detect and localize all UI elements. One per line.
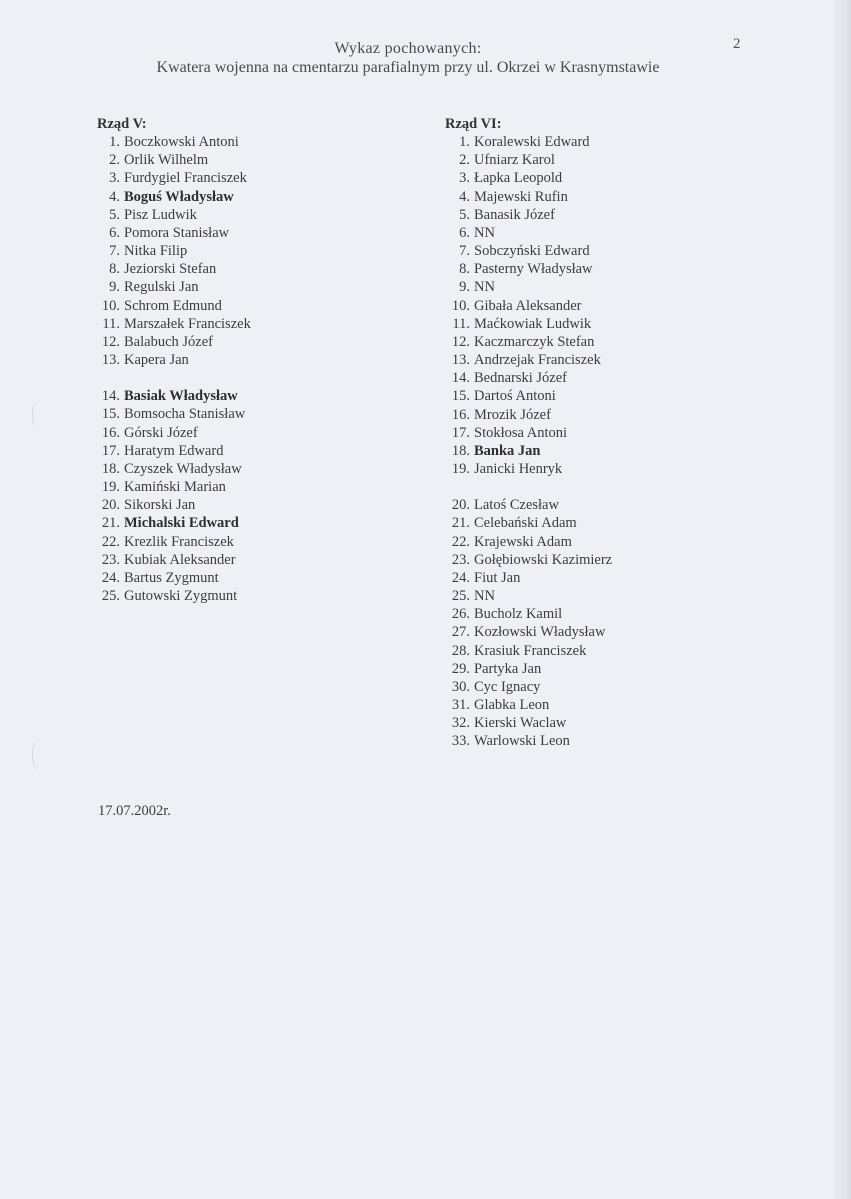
list-item [445,442,612,460]
list-item-name: Kamiński Marian [124,479,226,496]
list-item [445,424,612,442]
list-item-name: Bednarski Józef [474,370,568,387]
list-item-name: Czyszek Władysław [124,460,242,477]
list-item-name: Banka Jan [474,442,541,459]
list-item-name: Michalski Edward [124,515,239,532]
list-item-number: 19. [101,479,120,496]
list-item-name: Górski Józef [124,424,198,441]
list-item-name: Bucholz Kamil [474,606,563,623]
row-v-heading: Rząd V: [97,116,147,132]
list-item-name: Bomsocha Stanisław [124,406,246,423]
list-item-number: 13. [101,352,120,369]
list-item-number: 25. [451,588,470,605]
list-item-number: 29. [451,660,470,677]
list-item-number: 8. [459,261,470,278]
list-item-number: 7. [109,243,120,260]
page-number: 2 [733,36,741,52]
list-item [97,188,251,206]
list-item-number: 23. [101,551,120,568]
list-item-name: Fiut Jan [474,569,521,586]
list-item [97,587,251,605]
list-item [445,206,612,224]
list-item-number: 27. [451,624,470,641]
list-item-name: Koralewski Edward [474,134,590,151]
list-item-name: Glabka Leon [474,696,550,713]
list-item-name: Dartoś Antoni [474,388,556,405]
list-item-name: Basiak Władysław [124,388,238,405]
list-item [97,224,251,242]
list-item-number: 1. [459,134,470,151]
list-item-number: 23. [451,551,470,568]
list-item-number: 16. [101,424,120,441]
list-item-number: 22. [451,533,470,550]
list-item-number: 17. [451,424,470,441]
list-item-number: 2. [459,152,470,169]
list-item-number: 26. [451,606,470,623]
list-item [445,260,612,278]
list-item-name: Krajewski Adam [474,533,572,550]
list-item [97,478,251,496]
list-item-number: 5. [459,206,470,223]
list-item-name: Orlik Wilhelm [124,152,209,169]
list-item [445,533,612,551]
list-item-number: 9. [459,279,470,296]
list-item-number: 6. [109,224,120,241]
list-item-number: 5. [109,206,120,223]
list-item-name: Mrozik Józef [474,406,551,423]
list-item-number: 15. [451,388,470,405]
list-item-number: 16. [451,406,470,423]
list-item-name: Pasterny Władysław [474,261,593,278]
list-item-number: 11. [452,315,470,332]
list-item-name: Kapera Jan [124,352,189,369]
list-item-name: Kierski Waclaw [474,715,567,732]
list-item-number: 10. [101,297,120,314]
list-item-name: Kubiak Aleksander [124,551,236,568]
list-item-name: Partyka Jan [474,660,542,677]
punch-hole-mark [32,740,45,770]
list-item [445,242,612,260]
list-item-name: Boguś Władysław [124,188,234,205]
list-item-number: 31. [451,696,470,713]
list-item-name: Janicki Henryk [474,460,563,477]
list-item [97,387,251,405]
list-item [97,569,251,587]
list-item-name: Jeziorski Stefan [124,261,217,278]
list-item-name: Pisz Ludwik [124,206,197,223]
list-item-number: 11. [102,315,120,332]
list-item [445,315,612,333]
page-edge-shadow [835,0,851,1199]
list-item-number: 24. [101,569,120,586]
list-item [97,206,251,224]
list-item-number: 7. [459,243,470,260]
row-v-column [97,115,251,605]
list-item [445,351,612,369]
list-item-name: Schrom Edmund [124,297,222,314]
list-item-name: Boczkowski Antoni [124,134,239,151]
list-gap [445,478,612,496]
list-item-name: NN [474,224,495,241]
list-item [445,623,612,641]
list-item-number: 18. [451,442,470,459]
list-item [445,387,612,405]
list-item-name: Latoś Czesław [474,497,559,514]
list-item-number: 14. [101,388,120,405]
punch-hole-mark [32,400,45,430]
list-item-name: Pomora Stanisław [124,224,230,241]
list-item-number: 32. [451,715,470,732]
list-item-number: 2. [109,152,120,169]
list-item-name: NN [474,588,495,605]
list-item [445,224,612,242]
list-item-name: Krasiuk Franciszek [474,642,587,659]
list-item [97,278,251,296]
list-item [97,496,251,514]
row-vi-heading: Rząd VI: [445,116,502,132]
list-item-name: Sobczyński Edward [474,243,590,260]
list-item-name: Banasik Józef [474,206,555,223]
list-item-number: 4. [109,188,120,205]
list-item [97,297,251,315]
list-item-number: 21. [451,515,470,532]
list-item-name: Ufniarz Karol [474,152,555,169]
list-item [97,260,251,278]
list-item-name: Nitka Filip [124,243,188,260]
list-item-number: 14. [451,370,470,387]
list-item-name: Kozłowski Władysław [474,624,606,641]
list-item-name: Marszałek Franciszek [124,315,251,332]
list-item-number: 20. [451,497,470,514]
list-item-number: 3. [459,170,470,187]
list-item [445,714,612,732]
document-title: Wykaz pochowanych: [334,40,482,57]
list-item-number: 10. [451,297,470,314]
list-item [445,587,612,605]
list-item-name: Haratym Edward [124,442,224,459]
document-subtitle: Kwatera wojenna na cmentarzu parafialnym przy ul. Okrzei w Krasnymstawie [156,59,660,76]
list-item [97,551,251,569]
list-item [97,151,251,169]
list-item-number: 12. [101,333,120,350]
list-item-number: 13. [451,352,470,369]
list-item-name: Bartus Zygmunt [124,569,219,586]
list-item-name: Majewski Rufin [474,188,568,205]
list-item [97,133,251,151]
list-item [97,514,251,532]
list-item-name: Warlowski Leon [474,733,570,750]
list-item [445,514,612,532]
list-item [445,732,612,750]
row-vi-column [445,115,612,750]
list-item-number: 12. [451,333,470,350]
list-item [445,678,612,696]
list-item-number: 25. [101,588,120,605]
list-item [445,151,612,169]
list-item-number: 9. [109,279,120,296]
list-item-name: Sikorski Jan [124,497,196,514]
list-item-name: Kaczmarczyk Stefan [474,333,595,350]
list-item-number: 28. [451,642,470,659]
list-item-number: 24. [451,569,470,586]
list-item [445,406,612,424]
list-item-name: Andrzejak Franciszek [474,352,601,369]
list-item [97,405,251,423]
list-item [97,242,251,260]
list-item [445,696,612,714]
list-item-number: 20. [101,497,120,514]
list-item-number: 15. [101,406,120,423]
list-item-number: 19. [451,460,470,477]
list-item [445,169,612,187]
list-item [97,424,251,442]
list-item-number: 22. [101,533,120,550]
list-item [445,297,612,315]
list-item-name: Gołębiowski Kazimierz [474,551,613,568]
list-item [445,605,612,623]
list-item [97,351,251,369]
list-item-name: Furdygiel Franciszek [124,170,247,187]
list-item [97,333,251,351]
list-item [445,660,612,678]
list-item [445,369,612,387]
list-item [445,551,612,569]
list-item [445,569,612,587]
list-item [97,169,251,187]
list-item-number: 33. [451,733,470,750]
list-item-name: Cyc Ignacy [474,678,541,695]
document-date: 17.07.2002r. [98,803,171,819]
list-item-number: 8. [109,261,120,278]
list-item [445,133,612,151]
list-item-number: 30. [451,678,470,695]
list-item [97,460,251,478]
list-item-name: Łapka Leopold [474,170,563,187]
list-item-name: Stokłosa Antoni [474,424,568,441]
list-item [97,315,251,333]
list-item-name: Gutowski Zygmunt [124,588,238,605]
list-item [445,642,612,660]
list-item-name: Balabuch Józef [124,333,213,350]
list-item-number: 3. [109,170,120,187]
list-item [445,460,612,478]
list-item [445,188,612,206]
list-item-name: Krezlik Franciszek [124,533,234,550]
list-item [445,333,612,351]
list-item-name: Regulski Jan [124,279,199,296]
list-item-number: 1. [109,134,120,151]
list-item-name: Maćkowiak Ludwik [474,315,592,332]
list-gap [97,369,251,387]
list-item-name: Gibała Aleksander [474,297,582,314]
list-item-name: NN [474,279,495,296]
list-item-number: 4. [459,188,470,205]
list-item-number: 6. [459,224,470,241]
list-item [97,442,251,460]
list-item [445,496,612,514]
list-item [445,278,612,296]
list-item-number: 17. [101,442,120,459]
list-item-number: 18. [101,460,120,477]
list-item [97,533,251,551]
list-item-number: 21. [101,515,120,532]
list-item-name: Celebański Adam [474,515,577,532]
